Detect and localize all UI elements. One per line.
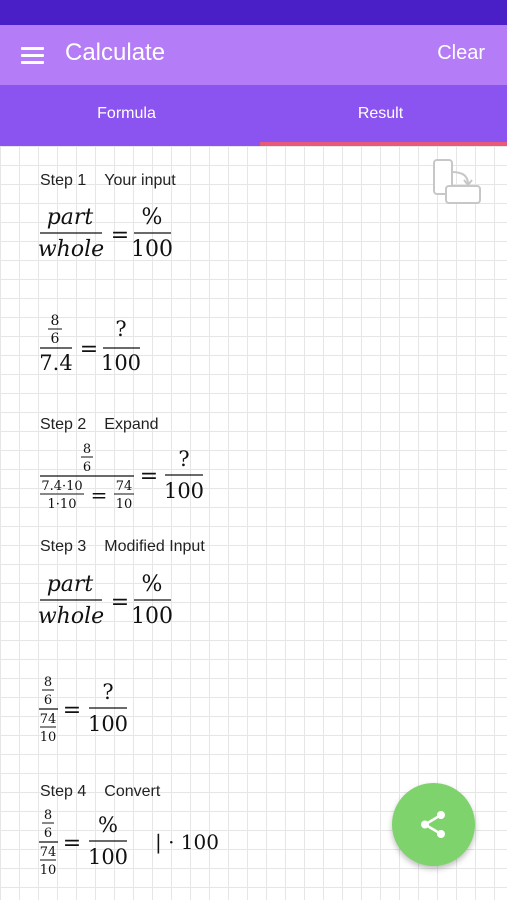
step-3-heading xyxy=(40,538,205,556)
step-number: Step 2 xyxy=(40,416,87,433)
step-number: Step 1 xyxy=(40,172,87,189)
denominator-six: 6 xyxy=(43,693,53,708)
tab-bar xyxy=(0,85,507,146)
denominator-six: 6 xyxy=(82,460,92,475)
denominator-seven-four: 7.4 xyxy=(39,351,73,375)
denominator-hundred: 100 xyxy=(131,237,173,262)
tab-formula[interactable]: Formula xyxy=(97,105,156,122)
equals-sign: = xyxy=(62,831,82,856)
equals-sign: = xyxy=(110,590,130,615)
equals-sign: = xyxy=(62,698,82,723)
denominator-whole: whole xyxy=(38,604,105,629)
status-bar xyxy=(0,0,507,25)
numerator-percent: % xyxy=(98,813,118,837)
numerator-question: ? xyxy=(178,447,190,471)
equation-modified-values xyxy=(38,673,148,747)
step-number: Step 4 xyxy=(40,783,87,800)
step-4-heading xyxy=(40,783,160,801)
denominator-ten: 10 xyxy=(39,863,57,878)
equals-sign: = xyxy=(110,223,130,248)
numerator-seven-four-ten: 7.4·10 xyxy=(41,479,83,494)
share-icon xyxy=(418,809,449,840)
denominator-hundred: 100 xyxy=(100,351,142,375)
share-button[interactable] xyxy=(392,783,475,866)
equation-expand xyxy=(38,440,228,514)
equation-input-values xyxy=(38,310,158,376)
denominator-one-ten: 1·10 xyxy=(47,497,77,512)
step-2-heading xyxy=(40,416,159,434)
numerator-question: ? xyxy=(102,680,114,704)
clear-button[interactable]: Clear xyxy=(437,42,485,64)
denominator-hundred: 100 xyxy=(163,479,205,503)
denominator-six: 6 xyxy=(43,826,53,841)
equals-sign: = xyxy=(79,337,99,362)
denominator-hundred: 100 xyxy=(87,712,129,736)
numerator-percent: % xyxy=(141,205,163,230)
denominator-hundred: 100 xyxy=(87,845,129,869)
step-label: Modified Input xyxy=(104,538,205,555)
step-1-heading xyxy=(40,172,176,190)
step-label: Convert xyxy=(104,783,161,800)
equation-part-whole xyxy=(38,198,198,268)
denominator-ten: 10 xyxy=(39,730,57,745)
numerator-part: part xyxy=(46,205,94,230)
equation-part-whole-modified xyxy=(38,565,198,635)
active-tab-indicator xyxy=(260,142,507,146)
numerator-eight: 8 xyxy=(50,313,60,329)
menu-icon[interactable] xyxy=(20,44,46,66)
tab-result[interactable]: Result xyxy=(357,105,404,122)
denominator-hundred: 100 xyxy=(131,604,173,629)
numerator-seventy-four: 74 xyxy=(39,845,57,860)
equals-sign: = xyxy=(90,483,108,507)
step-label: Expand xyxy=(104,416,159,433)
numerator-question: ? xyxy=(115,317,127,341)
numerator-seventy-four: 74 xyxy=(39,712,57,727)
equation-convert xyxy=(38,806,238,880)
step-label: Your input xyxy=(104,172,176,189)
numerator-eight: 8 xyxy=(43,808,53,823)
multiply-annotation: | · 100 xyxy=(155,830,219,854)
copy-icon[interactable] xyxy=(432,158,484,206)
denominator-whole: whole xyxy=(38,237,105,262)
step-number: Step 3 xyxy=(40,538,87,555)
denominator-ten: 10 xyxy=(115,497,133,512)
numerator-seventy-four: 74 xyxy=(115,479,133,494)
numerator-eight: 8 xyxy=(82,442,92,457)
equals-sign: = xyxy=(139,464,159,489)
app-bar xyxy=(0,25,507,85)
numerator-eight: 8 xyxy=(43,675,53,690)
numerator-part: part xyxy=(46,572,94,597)
denominator-six: 6 xyxy=(50,331,60,347)
page-title: Calculate xyxy=(65,39,166,66)
numerator-percent: % xyxy=(141,572,163,597)
